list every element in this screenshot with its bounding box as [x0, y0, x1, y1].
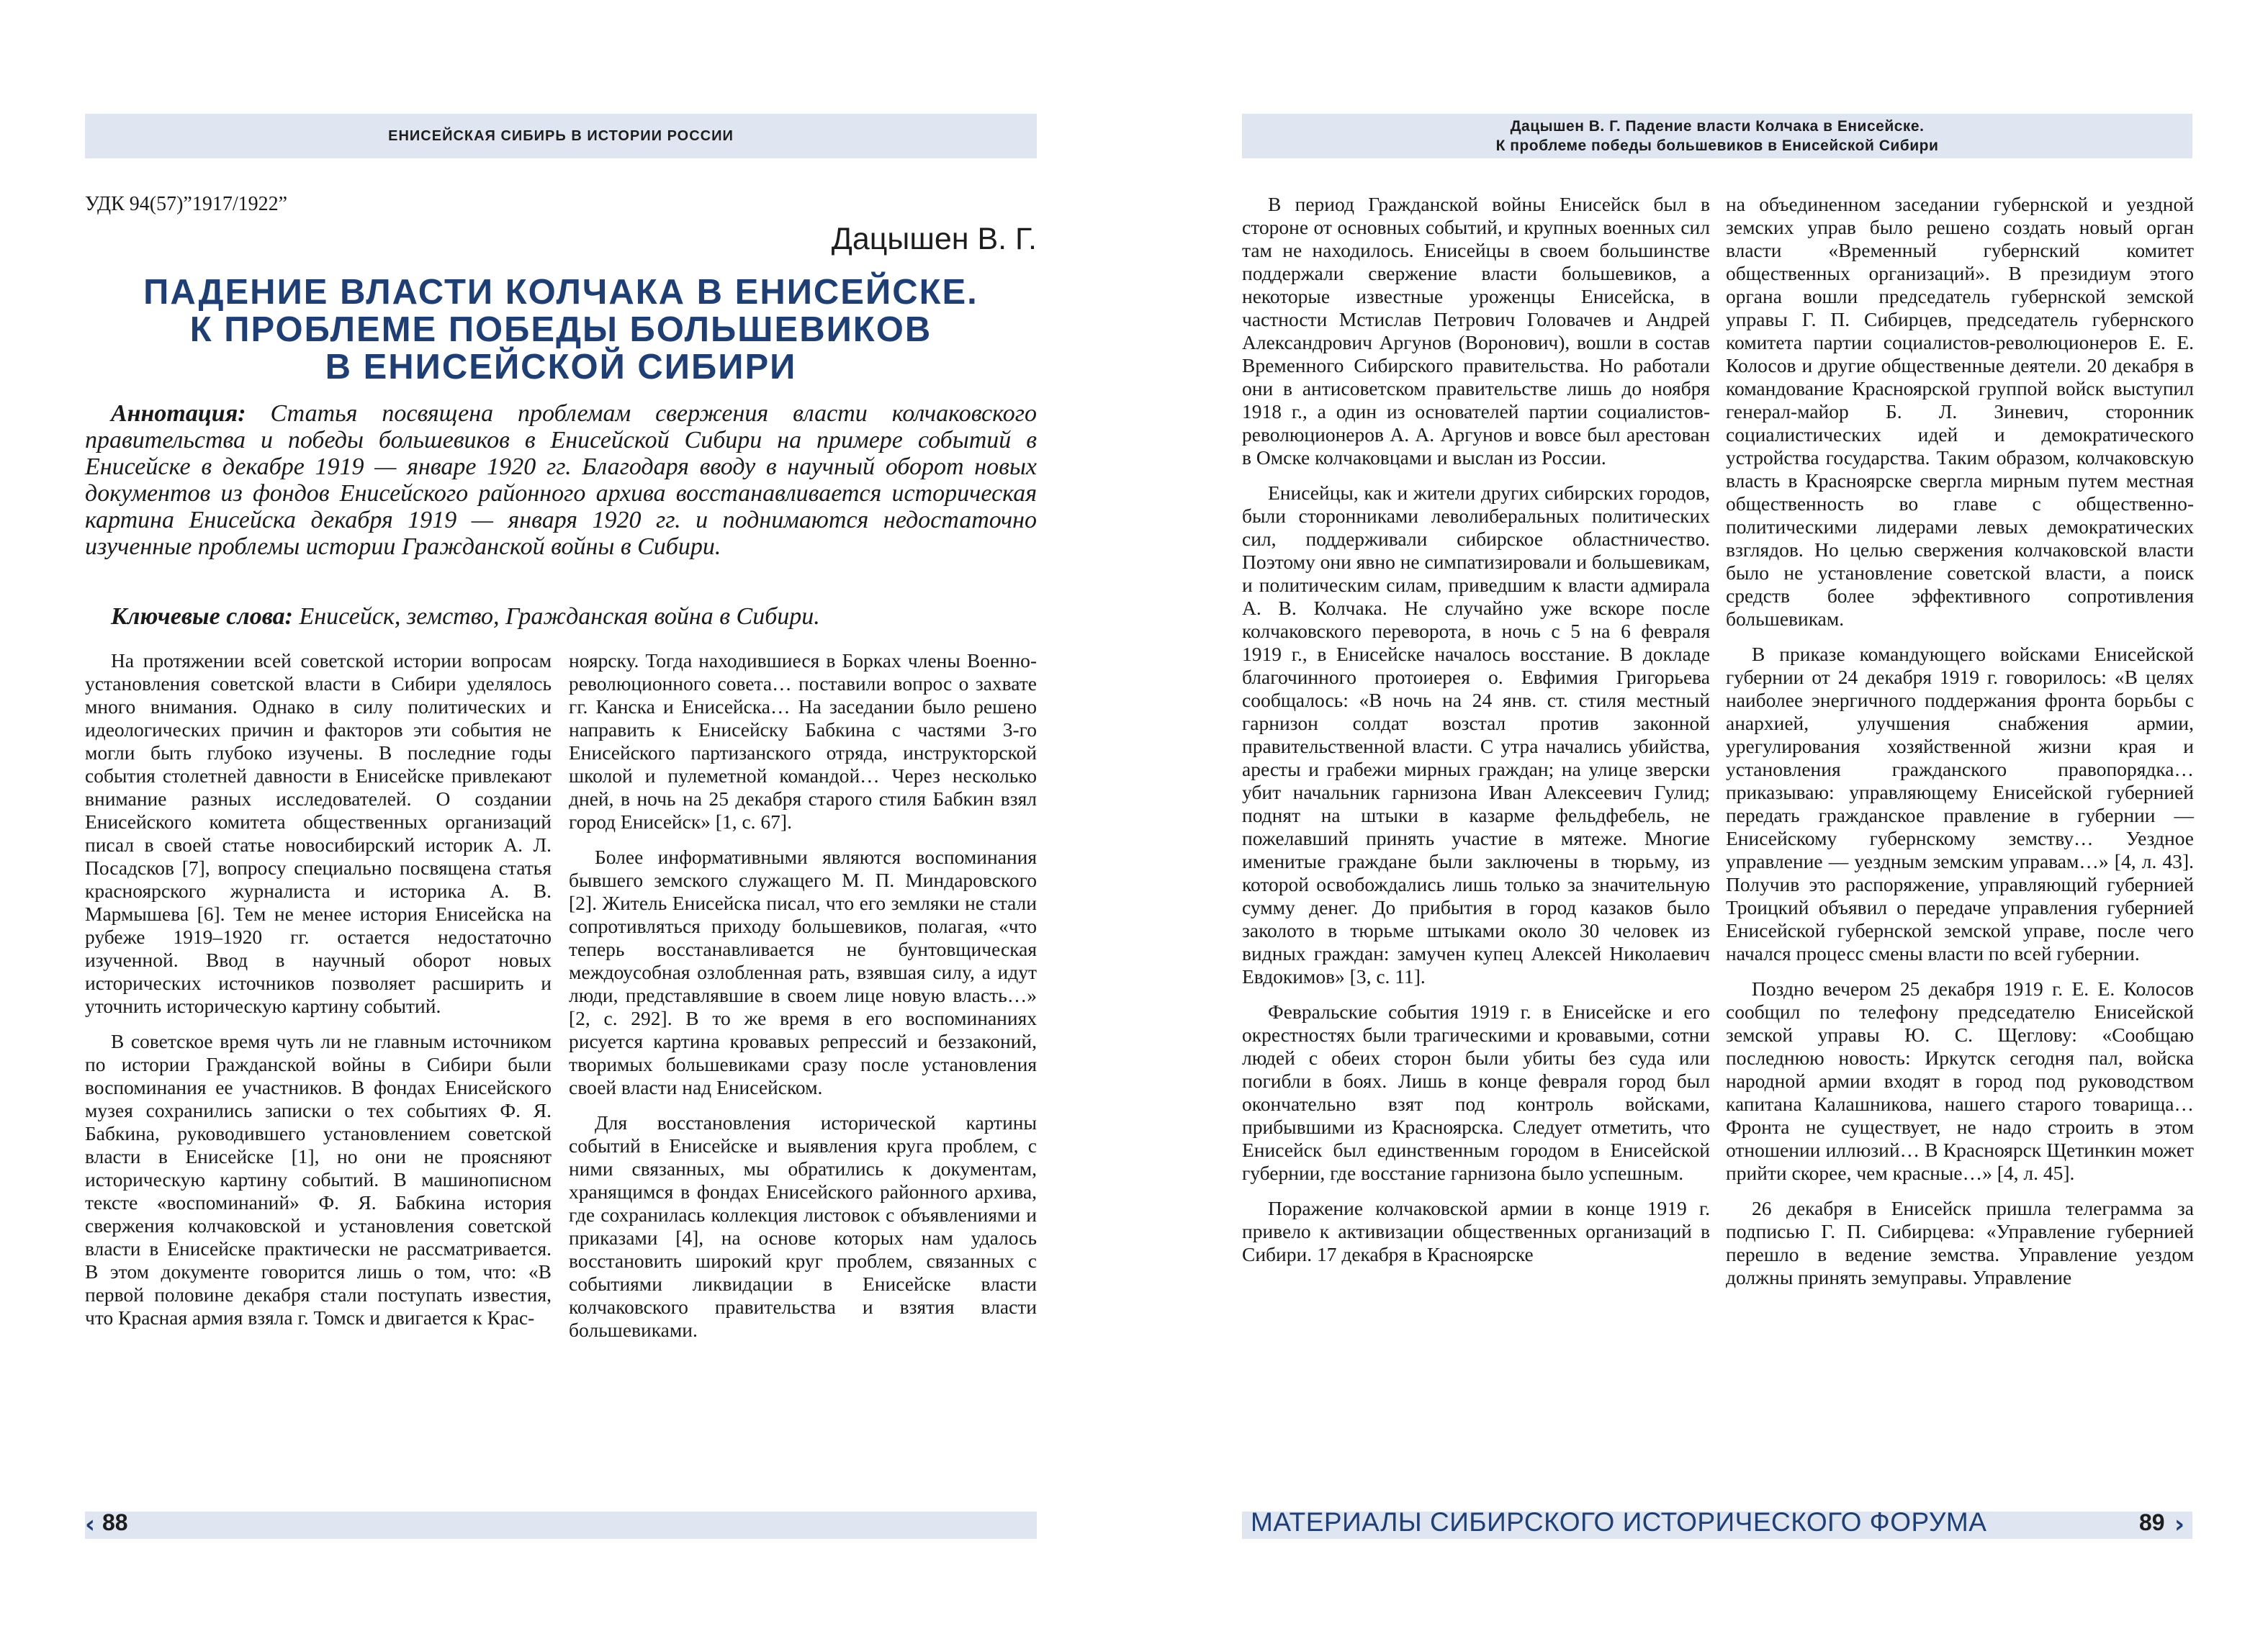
paragraph: В период Гражданской войны Енисейск был в стороне от основных событий, и крупных военных сил там не находилось. Енисейцы в своем большинстве поддержали свержение власти большевиков, а некоторые известные уроженцы Енисейска, в частности Мстислав Петрович Головачев и Андрей Александрович Аргунов (Воронович), вошли в состав Временного Сибирского правительства. Но работали они в антисоветском правительстве лишь до ноября 1918 г., а один из основателей партии социалистов-революционеров А. А. Аргунов и вовсе был арестован в Омске колчаковцами и выслан из России. [1242, 193, 1710, 469]
paragraph: В советское время чуть ли не главным источником по истории Гражданской войны в Сибири были воспоминания ее участников. В фондах Енисейского музея сохранились записки о тех событиях Ф. Я. Бабкина, руководившего установлением советской власти в Енисейске [1], но они не проясняют историческую картину событий. В машинописном тексте «воспоминаний» Ф. Я. Бабкина история свержения колчаковской и установления советской власти в Енисейске практически не рассматривается. В этом документе говорится лишь о том, что: «В первой половине декабря стали поступать известия, что Красная армия взяла г. Томск и двигается к Крас- [85, 1030, 552, 1329]
chevron-right-icon: › [2174, 1510, 2185, 1539]
paragraph: ноярску. Тогда находившиеся в Борках члены Военно-революционного совета… поставили вопрос о захвате гг. Канска и Енисейска… На заседании было решено направить к Енисейску Бабкина с частями 3-го Енисейского партизанского отряда, инструкторской школой и пулеметной командой… Через несколько дней, в ночь на 25 декабря старого стиля Бабкин взял город Енисейск» [1, с. 67]. [569, 649, 1037, 833]
annotation-text: Статья посвящена проблемам свержения власти колчаковского правительства и победы большевиков в Енисейской Сибири на примере событий в Енисейске в декабре 1919 — январе 1920 гг. Благодаря вводу в научный оборот новых документов из фондов Енисейского районного архива восстанавливается историческая картина Енисейска декабря 1919 — января 1920 гг. и поднимаются недостаточно изученные проблемы истории Гражданской войны в Сибири. [85, 400, 1037, 560]
article-title [85, 274, 1037, 386]
running-header [1242, 114, 2192, 158]
paragraph: 26 декабря в Енисейск пришла телеграмма за подписью Г. П. Сибирцева: «Управление губернией перешло в ведение земства. Управление уездом должны принять земуправы. Управление [1726, 1197, 2194, 1288]
running-header-line: К проблеме победы большевиков в Енисейской Сибири [1495, 137, 1939, 154]
chevron-left-icon: ‹ [85, 1510, 96, 1539]
right-page-column-2 [1726, 193, 2194, 1301]
keywords-label: Ключевые слова: [111, 603, 294, 630]
running-header-text: ЕНИСЕЙСКАЯ СИБИРЬ В ИСТОРИИ РОССИИ [388, 127, 734, 144]
page-number: 89 [2139, 1509, 2165, 1535]
running-header-line: Дацышен В. Г. Падение власти Колчака в Енисейске. [1510, 118, 1925, 135]
paragraph: Февральские события 1919 г. в Енисейске и его окрестностях были трагическими и кровавыми, сотни людей с обеих сторон были убиты без суда или погибли в боях. Лишь в конце февраля город был окончательно взят под контроль войсками, прибывшими из Красноярска. Следует отметить, что Енисейск был единственным городом в Енисейской губернии, где восстание гарнизона было успешным. [1242, 1001, 1710, 1184]
paragraph: Для восстановления исторической картины событий в Енисейске и выявления круга проблем, с ними связанных, мы обратились к документам, хранящимся в фондах Енисейского районного архива, где сохранилась коллекция листовок с объявлениями и приказами [4], на основе которых нам удалось восстановить широкий круг проблем, связанных с событиями ликвидации в Енисейске власти колчаковского правительства и взятия власти большевиками. [569, 1111, 1037, 1341]
journal-title: МАТЕРИАЛЫ СИБИРСКОГО ИСТОРИЧЕСКОГО ФОРУМА [1251, 1507, 1987, 1537]
title-line: В ЕНИСЕЙСКОЙ СИБИРИ [325, 348, 797, 387]
footer-bar [85, 1512, 1037, 1539]
page-number: 88 [102, 1509, 128, 1535]
running-header [85, 114, 1037, 158]
right-page-column-1 [1242, 193, 1710, 1278]
paragraph: Енисейцы, как и жители других сибирских городов, были сторонниками леволиберальных политических сил, поддерживали сибирское областничество. Поэтому они явно не симпатизировали и большевикам, и политическим силам, приведшим к власти адмирала А. В. Колчака. Не случайно уже вскоре после колчаковского переворота, в ночь с 5 на 6 февраля 1919 г., в Енисейске началось восстание. В докладе благочинного протоиерея о. Евфимия Григорьева сообщалось: «В ночь на 24 янв. ст. стиля местный гарнизон солдат возстал против законной правительственной власти. С утра начались убийства, аресты и грабежи мирных граждан; на улице зверски убит начальник гарнизона Иван Алексеевич Гулид; поднят на штыки в казарме фельдфебель, не пожелавший принять участие в мятеже. Многие именитые граждане были заключены в тюрьму, из которой освобождались лишь только за значительную сумму денег. До прибытия в город казаков было заколото в тюрьме штыками около 30 человек из видных граждан: замучен купец Алексей Николаевич Евдокимов» [3, с. 11]. [1242, 482, 1710, 988]
udk-code: УДК 94(57)”1917/1922” [85, 193, 288, 215]
title-line: ПАДЕНИЕ ВЛАСТИ КОЛЧАКА В ЕНИСЕЙСКЕ. [143, 273, 978, 312]
paragraph: Более информативными являются воспоминания бывшего земского служащего М. П. Миндаровского [2]. Житель Енисейска писал, что его земляки не стали сопротивляться приходу большевиков, полагая, «что теперь восстанавливается не бунтовщическая междоусобная озлобленная рать, взявшая силу, а идут люди, представлявшие в своем лице новую власть…» [2, с. 292]. В то же время в его воспоминаниях рисуется картина кровавых репрессий и беззаконий, творимых большевиками сразу после установления своей власти над Енисейском. [569, 846, 1037, 1098]
paragraph: На протяжении всей советской истории вопросам установления советской власти в Сибири уделялось много внимания. Однако в силу политических и идеологических причин и факторов эти события не могли быть глубоко изучены. В последние годы события столетней давности в Енисейске привлекают внимание разных исследователей. О создании Енисейского комитета общественных организаций писал в своей статье новосибирский историк А. Л. Посадсков [7], вопросу специально посвящена статья красноярского журналиста и историка А. В. Мармышева [6]. Тем не менее история Енисейска на рубеже 1919–1920 гг. остается недостаточно изученной. Ввод в научный оборот новых исторических источников позволяет расширить и уточнить историческую картину событий. [85, 649, 552, 1017]
right-page [1134, 0, 2268, 1644]
annotation [85, 400, 1037, 560]
paragraph: Поздно вечером 25 декабря 1919 г. Е. Е. Колосов сообщил по телефону председателю Енисейской земской управы Ю. С. Щеглову: «Сообщаю последнюю новость: Иркутск сегодня пал, войска народной армии входят в город под руководством капитана Калашникова, нашего старого товарища… Фронта не существует, не надо строить в этом отношении иллюзий… В Красноярск Щетинкин может прийти скорее, чем красные…» [4, л. 45]. [1726, 977, 2194, 1184]
keywords [85, 603, 1037, 630]
title-line: К ПРОБЛЕМЕ ПОБЕДЫ БОЛЬШЕВИКОВ [189, 310, 932, 349]
paragraph: В приказе командующего войсками Енисейской губернии от 24 декабря 1919 г. говорилось: «В целях наиболее энергичного поддержания фронта борьбы с анархией, улучшения снабжения армии, урегулирования хозяйственной жизни края и установления гражданского правопорядка… приказываю: управляющему Енисейской губернией передать гражданское правление в губернии — Енисейскому губернскому земству… Уездное управление — уездным земским управам…» [4, л. 43]. Получив это распоряжение, управляющий губернией Троицкий объявил о передаче управления губернией Енисейской губернской земской управе, после чего начался процесс смены власти по всей губернии. [1726, 643, 2194, 965]
left-page-column-2 [569, 649, 1037, 1354]
left-page-column-1 [85, 649, 552, 1342]
paragraph: Поражение колчаковской армии в конце 1919 г. привело к активизации общественных организаций в Сибири. 17 декабря в Красноярске [1242, 1197, 1710, 1265]
paragraph: на объединенном заседании губернской и уездной земских управ было решено создать новый орган власти «Временный губернский комитет общественных организаций». В президиум этого органа вошли председатель губернской земской управы Г. П. Сибирцев, председатель губернского комитета партии социалистов-революционеров Е. Е. Колосов и другие общественные деятели. 20 декабря в командование Красноярской группой войск выступил генерал-майор Б. Л. Зиневич, сторонник социалистических идей и демократического устройства государства. Таким образом, колчаковскую власть в Красноярске свергла мирным путем местная общественность во главе с общественно-политическими лидерами левых демократических взглядов. Но целью свержения колчаковской власти было не установление советской власти, а поиск средств более эффективного сопротивления большевикам. [1726, 193, 2194, 630]
keywords-text: Енисейск, земство, Гражданская война в Сибири. [293, 603, 820, 630]
author-name: Дацышен В. Г. [831, 222, 1037, 256]
annotation-label: Аннотация: [111, 400, 246, 427]
